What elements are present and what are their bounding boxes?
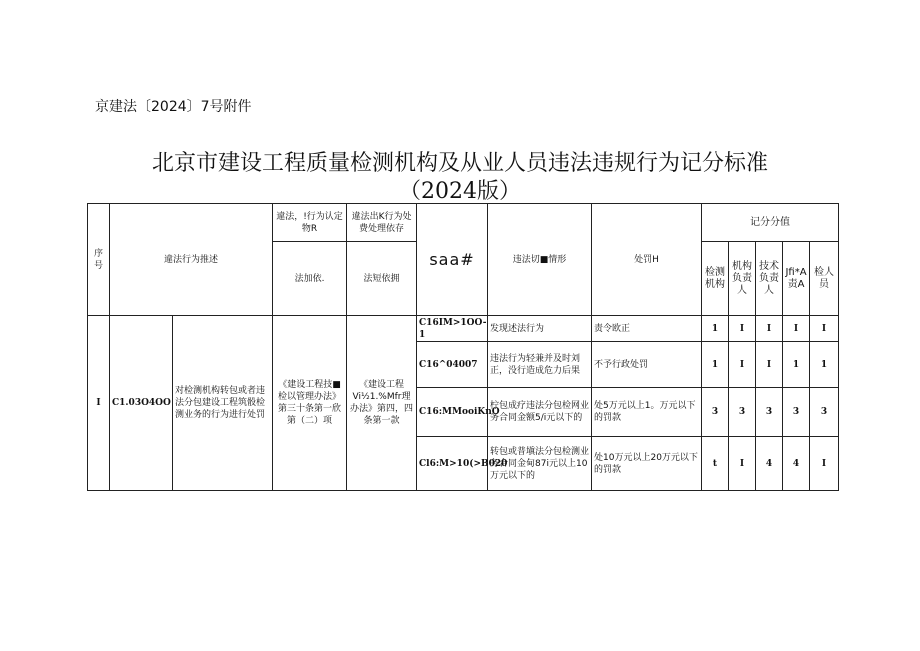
header-penalty-basis: 違法出K行为处费处理依存	[347, 204, 417, 242]
score-inspector: 3	[810, 388, 839, 437]
header-col4: Jfi*A责A	[783, 242, 810, 316]
subrow-code: C16:MMooiKnO	[417, 388, 488, 437]
row-regulation-basis: 《建设工程Vi½1.%Mfr理办法》第四，四条第一款	[347, 316, 417, 491]
row-behavior: 对检测机构转包或者违法分包建设工程筑骰检测业务的行为进行处罚	[173, 316, 273, 491]
subrow-circumstance: 转包或普塡法分包检测业务合同金甸87i元以上10万元以下的	[488, 437, 592, 491]
score-inspector: 1	[810, 342, 839, 388]
subrow-circumstance: 发现述法行为	[488, 316, 592, 342]
scoring-table	[87, 203, 839, 491]
header-circumstance: 违法切■情形	[488, 204, 592, 316]
score-col4: I	[783, 316, 810, 342]
header-agency-head: 机构负责人	[729, 242, 756, 316]
header-law-basis: 法加依.	[273, 242, 347, 316]
header-determination-basis: 違法，!行为认定物R	[273, 204, 347, 242]
header-agency: 检测机构	[702, 242, 729, 316]
header-regulation-basis: 法短依拥	[347, 242, 417, 316]
attachment-label: 京建法〔2024〕7号附件	[95, 99, 252, 115]
subrow-code: C16IM>1OO-1	[417, 316, 488, 342]
header-tech-head: 技术负责人	[756, 242, 783, 316]
header-score-group: 记分分值	[702, 204, 839, 242]
header-penalty: 处罚H	[592, 204, 702, 316]
score-tech-head: 4	[756, 437, 783, 491]
header-code: saa#	[417, 204, 488, 316]
score-agency-head: 3	[729, 388, 756, 437]
subrow-circumstance: 柠包成疗违法分包检网业务合同金额5/i元以下的	[488, 388, 592, 437]
header-seq: 序号	[88, 204, 110, 316]
page-title: 北京市建设工程质量检测机构及从业人员违法违规行为记分标准	[151, 151, 768, 176]
score-agency: 3	[702, 388, 729, 437]
score-col4: 4	[783, 437, 810, 491]
header-inspector: 检人员	[810, 242, 839, 316]
score-col4: 1	[783, 342, 810, 388]
score-agency-head: I	[729, 437, 756, 491]
row-main-code: C1.03O4OO	[110, 316, 173, 491]
score-agency: t	[702, 437, 729, 491]
score-agency-head: I	[729, 342, 756, 388]
subrow-penalty: 处10万元以上20万元以下的罚款	[592, 437, 702, 491]
subrow-code: Cl6:M>10(>B020	[417, 437, 488, 491]
score-tech-head: 3	[756, 388, 783, 437]
row-law-basis: 《建设工程技■检以管理办法》第三十条第一欣第（二）项	[273, 316, 347, 491]
row-seq: I	[88, 316, 110, 491]
score-col4: 3	[783, 388, 810, 437]
subrow-penalty: 处5万元以上1。万元以下的罚款	[592, 388, 702, 437]
score-inspector: I	[810, 316, 839, 342]
page-subtitle: （2024版）	[399, 179, 521, 204]
score-tech-head: I	[756, 316, 783, 342]
score-tech-head: I	[756, 342, 783, 388]
score-agency: 1	[702, 342, 729, 388]
subrow-code: C16^04007	[417, 342, 488, 388]
score-inspector: I	[810, 437, 839, 491]
subrow-penalty: 不予行政处罚	[592, 342, 702, 388]
table-row	[88, 316, 839, 342]
header-behavior: 違法行为推述	[110, 204, 273, 316]
subrow-circumstance: 违法行为轻兼并及时刘正，没行造成危力后果	[488, 342, 592, 388]
subrow-penalty: 责令欧正	[592, 316, 702, 342]
score-agency: 1	[702, 316, 729, 342]
score-agency-head: I	[729, 316, 756, 342]
